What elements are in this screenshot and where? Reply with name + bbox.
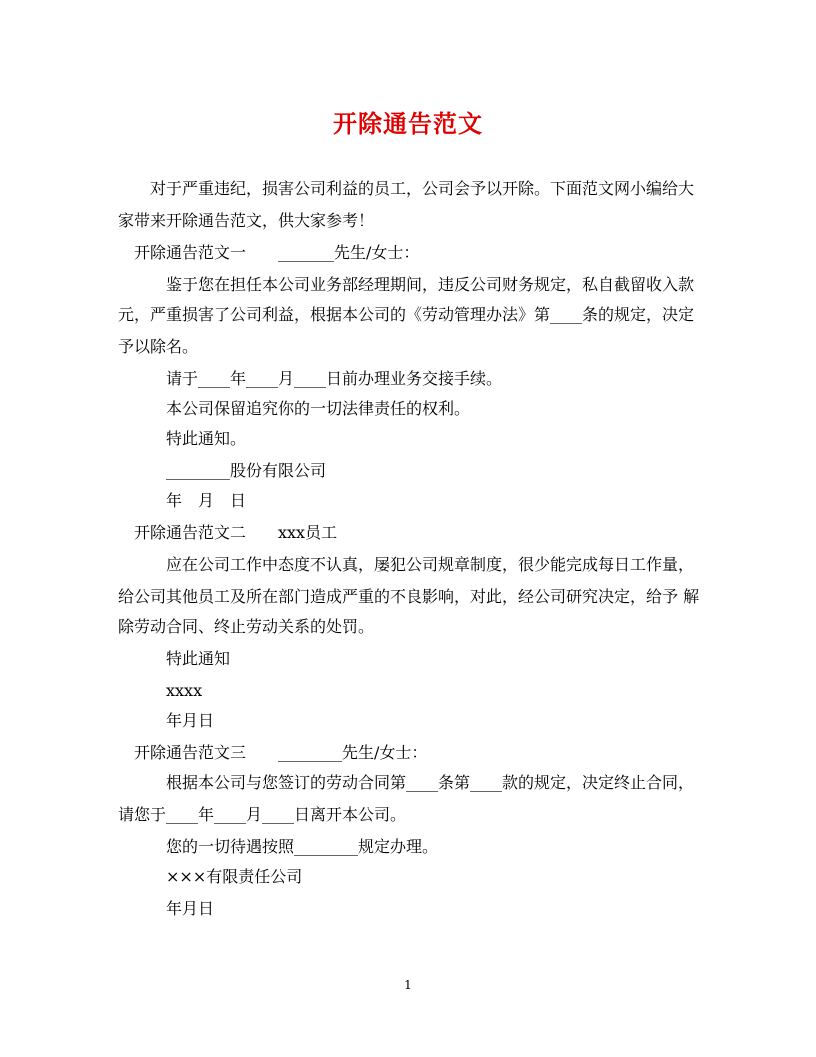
paragraph-line: 您的一切待遇按照________规定办理。 bbox=[166, 837, 439, 856]
page-number: 1 bbox=[404, 978, 412, 992]
section-heading-1: 开除通告范文一 _______先生/女士： bbox=[134, 243, 420, 262]
paragraph-line: 予以除名。 bbox=[118, 337, 199, 356]
paragraph-line: 请您于____年____月____日离开本公司。 bbox=[118, 805, 407, 824]
paragraph-line: 本公司保留追究你的一切法律责任的权利。 bbox=[166, 399, 471, 418]
section-heading-3: 开除通告范文三 ________先生/女士： bbox=[134, 743, 428, 762]
date-line: 年月日 bbox=[166, 711, 215, 730]
date-line: 年月日 bbox=[166, 899, 215, 918]
section-heading-2: 开除通告范文二 xxx员工 bbox=[134, 523, 338, 542]
paragraph-line: 除劳动合同、终止劳动关系的处罚。 bbox=[118, 617, 375, 636]
paragraph-line: 应在公司工作中态度不认真，屡犯公司规章制度，很少能完成每日工作量， bbox=[166, 555, 695, 574]
company-signature: ×××有限责任公司 bbox=[166, 867, 303, 886]
paragraph-line: 鉴于您在担任本公司业务部经理期间，违反公司财务规定，私自截留收入款 bbox=[166, 275, 695, 294]
paragraph-line: 请于____年____月____日前办理业务交接手续。 bbox=[166, 369, 503, 388]
paragraph-line: 元，严重损害了公司利益，根据本公司的《劳动管理办法》第____条的规定，决定 bbox=[118, 305, 695, 324]
paragraph-line: 给公司其他员工及所在部门造成严重的不良影响，对此，经公司研究决定，给予 解 bbox=[118, 587, 700, 606]
company-signature: xxxx bbox=[166, 681, 203, 700]
company-signature: ________股份有限公司 bbox=[166, 461, 327, 480]
paragraph-line: 特此通知。 bbox=[166, 429, 247, 448]
paragraph-line: 特此通知 bbox=[166, 649, 231, 668]
paragraph-line: 根据本公司与您签订的劳动合同第____条第____款的规定，决定终止合同， bbox=[166, 773, 695, 792]
paragraph-line: 对于严重违纪，损害公司利益的员工，公司会予以开除。下面范文网小编给大 bbox=[150, 179, 695, 198]
date-line: 年 月 日 bbox=[166, 491, 247, 510]
paragraph-line: 家带来开除通告范文，供大家参考！ bbox=[118, 211, 375, 230]
document-title: 开除通告范文 bbox=[333, 109, 483, 138]
